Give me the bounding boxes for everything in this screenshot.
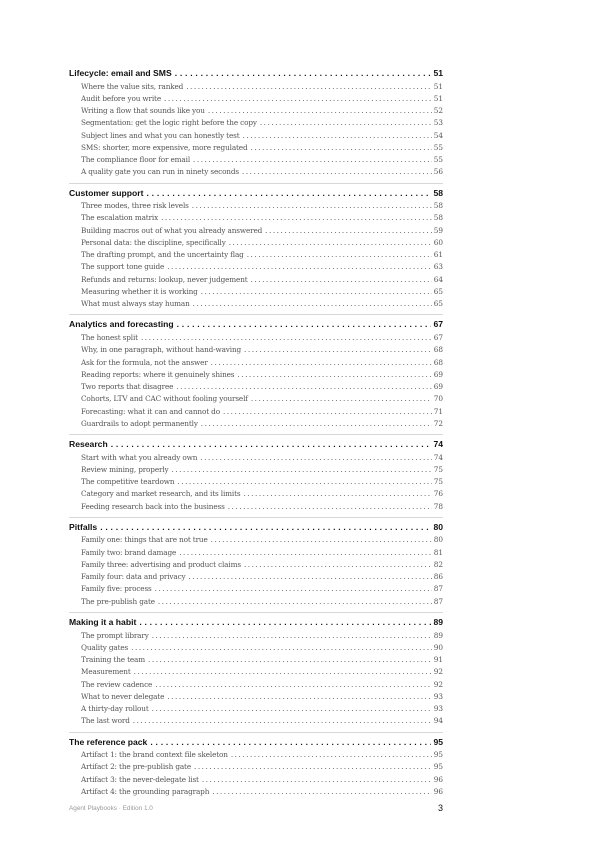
toc-entry-page: 76 xyxy=(433,489,443,499)
toc-entry[interactable] xyxy=(69,715,443,727)
leader-dots xyxy=(167,691,431,703)
toc-section-page: 67 xyxy=(433,319,443,330)
toc-section-title: Lifecycle: email and SMS xyxy=(69,68,172,78)
toc-entry-page: 87 xyxy=(433,584,443,594)
leader-dots xyxy=(155,679,432,691)
leader-dots xyxy=(171,464,431,476)
toc-entry-page: 70 xyxy=(433,394,443,404)
toc-entry[interactable] xyxy=(69,476,443,488)
toc-entry-title: Artifact 1: the brand context file skeleton xyxy=(81,750,228,760)
toc-entry-title: A thirty-day rollout xyxy=(81,704,149,714)
toc-entry-page: 51 xyxy=(433,81,443,91)
toc-entry-page: 61 xyxy=(433,250,443,260)
leader-dots xyxy=(148,654,432,666)
toc-section-title: Analytics and forecasting xyxy=(69,319,174,330)
table-of-contents xyxy=(69,67,443,805)
toc-entry-page: 52 xyxy=(433,106,443,116)
leader-dots xyxy=(244,559,432,571)
toc-entry-page: 93 xyxy=(433,691,443,701)
toc-section-title: Making it a habit xyxy=(69,616,137,627)
toc-entry-title: Artifact 2: the pre-publish gate xyxy=(81,762,191,772)
toc-entry-title: Personal data: the discipline, specifically xyxy=(81,237,226,247)
toc-entry-page: 51 xyxy=(433,93,443,103)
toc-entry-page: 69 xyxy=(433,382,443,392)
leader-dots xyxy=(189,571,432,583)
toc-entry[interactable] xyxy=(69,344,443,356)
leader-dots xyxy=(231,749,432,761)
toc-entry[interactable] xyxy=(69,130,443,142)
leader-dots xyxy=(260,117,432,129)
toc-entry-title: The last word xyxy=(81,716,130,726)
toc-entry[interactable] xyxy=(69,786,443,798)
leader-dots xyxy=(193,298,432,310)
leader-dots xyxy=(133,715,432,727)
toc-entry[interactable] xyxy=(69,691,443,703)
toc-entry-page: 56 xyxy=(433,167,443,177)
leader-dots xyxy=(243,130,432,142)
toc-section xyxy=(69,318,443,435)
toc-entry-title: The escalation matrix xyxy=(81,213,159,223)
toc-entry-page: 58 xyxy=(433,213,443,223)
toc-entry[interactable] xyxy=(69,93,443,105)
toc-entry[interactable] xyxy=(69,249,443,261)
toc-section-heading[interactable] xyxy=(69,736,443,750)
toc-section-title: Pitfalls xyxy=(69,521,98,532)
toc-entry-title: Audit before you write xyxy=(81,93,161,103)
toc-entry-title: Three modes, three risk levels xyxy=(81,201,189,211)
toc-section-heading[interactable] xyxy=(69,521,443,535)
toc-entry-title: The pre-publish gate xyxy=(81,596,155,606)
leader-dots xyxy=(251,274,432,286)
toc-entry-title: Subject lines and what you can honestly test xyxy=(81,130,240,140)
leader-dots xyxy=(251,142,432,154)
toc-section-heading[interactable] xyxy=(69,616,443,630)
leader-dots xyxy=(179,547,432,559)
toc-entry-title: The prompt library xyxy=(81,630,149,640)
toc-entry[interactable] xyxy=(69,261,443,273)
toc-entry[interactable] xyxy=(69,583,443,595)
toc-entry[interactable] xyxy=(69,154,443,166)
toc-entry-page: 59 xyxy=(433,225,443,235)
leader-dots xyxy=(139,616,431,630)
toc-entry[interactable] xyxy=(69,488,443,500)
toc-section-heading[interactable] xyxy=(69,438,443,452)
leader-dots xyxy=(265,225,432,237)
leader-dots xyxy=(141,332,432,344)
toc-entry-title: Review mining, properly xyxy=(81,464,169,474)
toc-entry-title: A quality gate you can run in ninety seconds xyxy=(81,167,239,177)
toc-entry-page: 68 xyxy=(433,345,443,355)
toc-entry-page: 54 xyxy=(433,130,443,140)
toc-entry-title: Training the team xyxy=(81,655,146,665)
toc-entry-title: What to never delegate xyxy=(81,691,165,701)
leader-dots xyxy=(200,452,431,464)
leader-dots xyxy=(228,501,432,513)
leader-dots xyxy=(208,105,432,117)
toc-entry-page: 95 xyxy=(433,750,443,760)
toc-entry-title: Guardrails to adopt permanently xyxy=(81,418,198,428)
toc-entry-title: Measurement xyxy=(81,667,131,677)
toc-entry-page: 82 xyxy=(433,559,443,569)
leader-dots xyxy=(244,344,432,356)
toc-entry-page: 65 xyxy=(433,286,443,296)
toc-entry[interactable] xyxy=(69,666,443,678)
toc-entry[interactable] xyxy=(69,369,443,381)
leader-dots xyxy=(167,261,432,273)
leader-dots xyxy=(158,596,432,608)
toc-entry[interactable] xyxy=(69,642,443,654)
toc-entry[interactable] xyxy=(69,501,443,513)
toc-entry[interactable] xyxy=(69,774,443,786)
toc-entry[interactable] xyxy=(69,418,443,430)
toc-entry-page: 96 xyxy=(433,774,443,784)
toc-section-title: Customer support xyxy=(69,187,144,198)
leader-dots xyxy=(211,534,432,546)
toc-entry-page: 63 xyxy=(433,262,443,272)
leader-dots xyxy=(176,381,431,393)
toc-entry-page: 80 xyxy=(433,535,443,545)
toc-entry[interactable] xyxy=(69,332,443,344)
toc-section-page: 95 xyxy=(433,736,443,747)
toc-entry[interactable] xyxy=(69,654,443,666)
toc-entry[interactable] xyxy=(69,452,443,464)
toc-section-page: 89 xyxy=(433,616,443,627)
leader-dots xyxy=(177,476,431,488)
toc-entry[interactable] xyxy=(69,298,443,310)
toc-entry-title: Building macros out of what you already answered xyxy=(81,225,263,235)
toc-entry-page: 86 xyxy=(433,572,443,582)
leader-dots xyxy=(237,369,431,381)
toc-entry-title: Two reports that disagree xyxy=(81,382,174,392)
toc-section xyxy=(69,438,443,518)
toc-entry[interactable] xyxy=(69,761,443,773)
toc-entry-title: The honest split xyxy=(81,333,138,343)
toc-entry-page: 91 xyxy=(433,655,443,665)
toc-entry-title: The support tone guide xyxy=(81,262,165,272)
toc-entry-page: 87 xyxy=(433,596,443,606)
toc-entry-title: Forecasting: what it can and cannot do xyxy=(81,406,220,416)
toc-entry-page: 81 xyxy=(433,547,443,557)
toc-entry-page: 90 xyxy=(433,642,443,652)
toc-section xyxy=(69,67,443,184)
toc-entry-title: Ask for the formula, not the answer xyxy=(81,357,208,367)
toc-entry[interactable] xyxy=(69,237,443,249)
leader-dots xyxy=(212,786,431,798)
toc-entry-title: Family four: data and privacy xyxy=(81,572,186,582)
leader-dots xyxy=(194,761,432,773)
toc-entry-title: Segmentation: get the logic right before the copy xyxy=(81,118,257,128)
toc-entry[interactable] xyxy=(69,749,443,761)
leader-dots xyxy=(100,521,431,535)
toc-entry-page: 69 xyxy=(433,369,443,379)
toc-entry[interactable] xyxy=(69,381,443,393)
toc-entry[interactable] xyxy=(69,117,443,129)
toc-entry-page: 78 xyxy=(433,501,443,511)
leader-dots xyxy=(152,703,432,715)
toc-entry[interactable] xyxy=(69,357,443,369)
toc-entry-title: Artifact 3: the never-delegate list xyxy=(81,774,199,784)
toc-section-heading[interactable] xyxy=(69,67,443,81)
toc-entry[interactable] xyxy=(69,559,443,571)
leader-dots xyxy=(211,357,432,369)
toc-entry-page: 75 xyxy=(433,464,443,474)
toc-entry-title: Cohorts, LTV and CAC without fooling yourself xyxy=(81,394,248,404)
footer-page-number: 3 xyxy=(437,803,443,813)
leader-dots xyxy=(131,642,432,654)
toc-entry[interactable] xyxy=(69,142,443,154)
toc-entry[interactable] xyxy=(69,105,443,117)
leader-dots xyxy=(229,237,432,249)
toc-entry[interactable] xyxy=(69,406,443,418)
toc-entry-page: 71 xyxy=(433,406,443,416)
toc-entry-title: Category and market research, and its limits xyxy=(81,489,241,499)
toc-entry-title: Writing a flow that sounds like you xyxy=(81,106,205,116)
toc-entry[interactable] xyxy=(69,630,443,642)
toc-entry-title: What must always stay human xyxy=(81,299,190,309)
toc-entry-title: The drafting prompt, and the uncertainty flag xyxy=(81,250,244,260)
toc-section xyxy=(69,187,443,316)
toc-entry-page: 94 xyxy=(433,716,443,726)
toc-section xyxy=(69,616,443,733)
toc-entry-title: Feeding research back into the business xyxy=(81,501,225,511)
leader-dots xyxy=(150,736,431,750)
leader-dots xyxy=(247,249,432,261)
toc-entry-title: Why, in one paragraph, without hand-waving xyxy=(81,345,242,355)
toc-entry-page: 93 xyxy=(433,704,443,714)
toc-entry-page: 55 xyxy=(433,155,443,165)
toc-entry-page: 65 xyxy=(433,299,443,309)
toc-entry-title: Refunds and returns: lookup, never judgement xyxy=(81,274,248,284)
toc-section-heading[interactable] xyxy=(69,187,443,201)
toc-entry-page: 95 xyxy=(433,762,443,772)
toc-entry-title: The review cadence xyxy=(81,679,153,689)
leader-dots xyxy=(177,318,432,332)
toc-entry-page: 55 xyxy=(433,142,443,152)
leader-dots xyxy=(134,666,432,678)
toc-entry-title: Family five: process xyxy=(81,584,152,594)
toc-entry[interactable] xyxy=(69,166,443,178)
toc-entry[interactable] xyxy=(69,464,443,476)
toc-entry[interactable] xyxy=(69,393,443,405)
toc-entry[interactable] xyxy=(69,200,443,212)
leader-dots xyxy=(155,583,432,595)
toc-entry[interactable] xyxy=(69,703,443,715)
toc-section-page: 74 xyxy=(433,439,443,450)
toc-entry-title: Family two: brand damage xyxy=(81,547,177,557)
toc-entry[interactable] xyxy=(69,286,443,298)
leader-dots xyxy=(111,438,432,452)
toc-entry-page: 96 xyxy=(433,786,443,796)
toc-entry-page: 64 xyxy=(433,274,443,284)
toc-section-page: 51 xyxy=(433,68,443,78)
leader-dots xyxy=(201,286,432,298)
leader-dots xyxy=(202,774,432,786)
toc-entry-page: 89 xyxy=(433,630,443,640)
toc-entry-title: Where the value sits, ranked xyxy=(81,81,184,91)
toc-entry-title: Start with what you already own xyxy=(81,452,198,462)
toc-entry-page: 74 xyxy=(433,452,443,462)
toc-section-title: Research xyxy=(69,439,108,450)
toc-entry[interactable] xyxy=(69,274,443,286)
toc-entry-title: Artifact 4: the grounding paragraph xyxy=(81,786,210,796)
leader-dots xyxy=(161,212,432,224)
leader-dots xyxy=(192,200,432,212)
toc-entry-page: 72 xyxy=(433,418,443,428)
toc-entry-title: SMS: shorter, more expensive, more regulated xyxy=(81,142,248,152)
toc-entry[interactable] xyxy=(69,212,443,224)
toc-entry-page: 53 xyxy=(433,118,443,128)
toc-entry-page: 67 xyxy=(433,333,443,343)
toc-entry[interactable] xyxy=(69,225,443,237)
leader-dots xyxy=(152,630,432,642)
toc-entry[interactable] xyxy=(69,534,443,546)
toc-entry-page: 75 xyxy=(433,477,443,487)
leader-dots xyxy=(223,406,432,418)
toc-entry[interactable] xyxy=(69,596,443,608)
toc-entry-title: Family one: things that are not true xyxy=(81,535,208,545)
toc-entry[interactable] xyxy=(69,571,443,583)
toc-entry-title: Reading reports: where it genuinely shines xyxy=(81,369,235,379)
toc-section-title: The reference pack xyxy=(69,736,148,747)
toc-entry-page: 68 xyxy=(433,357,443,367)
toc-entry-page: 92 xyxy=(433,667,443,677)
toc-entry[interactable] xyxy=(69,547,443,559)
leader-dots xyxy=(193,154,432,166)
toc-entry-page: 92 xyxy=(433,679,443,689)
toc-section xyxy=(69,736,443,803)
toc-section-page: 80 xyxy=(433,521,443,532)
toc-entry[interactable] xyxy=(69,679,443,691)
toc-entry-title: Family three: advertising and product claims xyxy=(81,559,241,569)
leader-dots xyxy=(186,81,432,93)
toc-entry-title: The competitive teardown xyxy=(81,477,175,487)
leader-dots xyxy=(242,166,432,178)
toc-entry-title: Quality gates xyxy=(81,642,129,652)
toc-entry-page: 58 xyxy=(433,201,443,211)
leader-dots xyxy=(146,187,431,201)
leader-dots xyxy=(201,418,432,430)
toc-section-page: 58 xyxy=(433,187,443,198)
toc-section-heading[interactable] xyxy=(69,318,443,332)
leader-dots xyxy=(251,393,432,405)
leader-dots xyxy=(164,93,432,105)
footer-publication: Agent Playbooks · Edition 1.0 xyxy=(69,805,153,812)
toc-entry-title: The compliance floor for email xyxy=(81,155,191,165)
toc-entry[interactable] xyxy=(69,81,443,93)
leader-dots xyxy=(243,488,431,500)
toc-section xyxy=(69,521,443,613)
toc-entry-page: 60 xyxy=(433,237,443,247)
leader-dots xyxy=(175,67,432,81)
toc-entry-title: Measuring whether it is working xyxy=(81,286,198,296)
